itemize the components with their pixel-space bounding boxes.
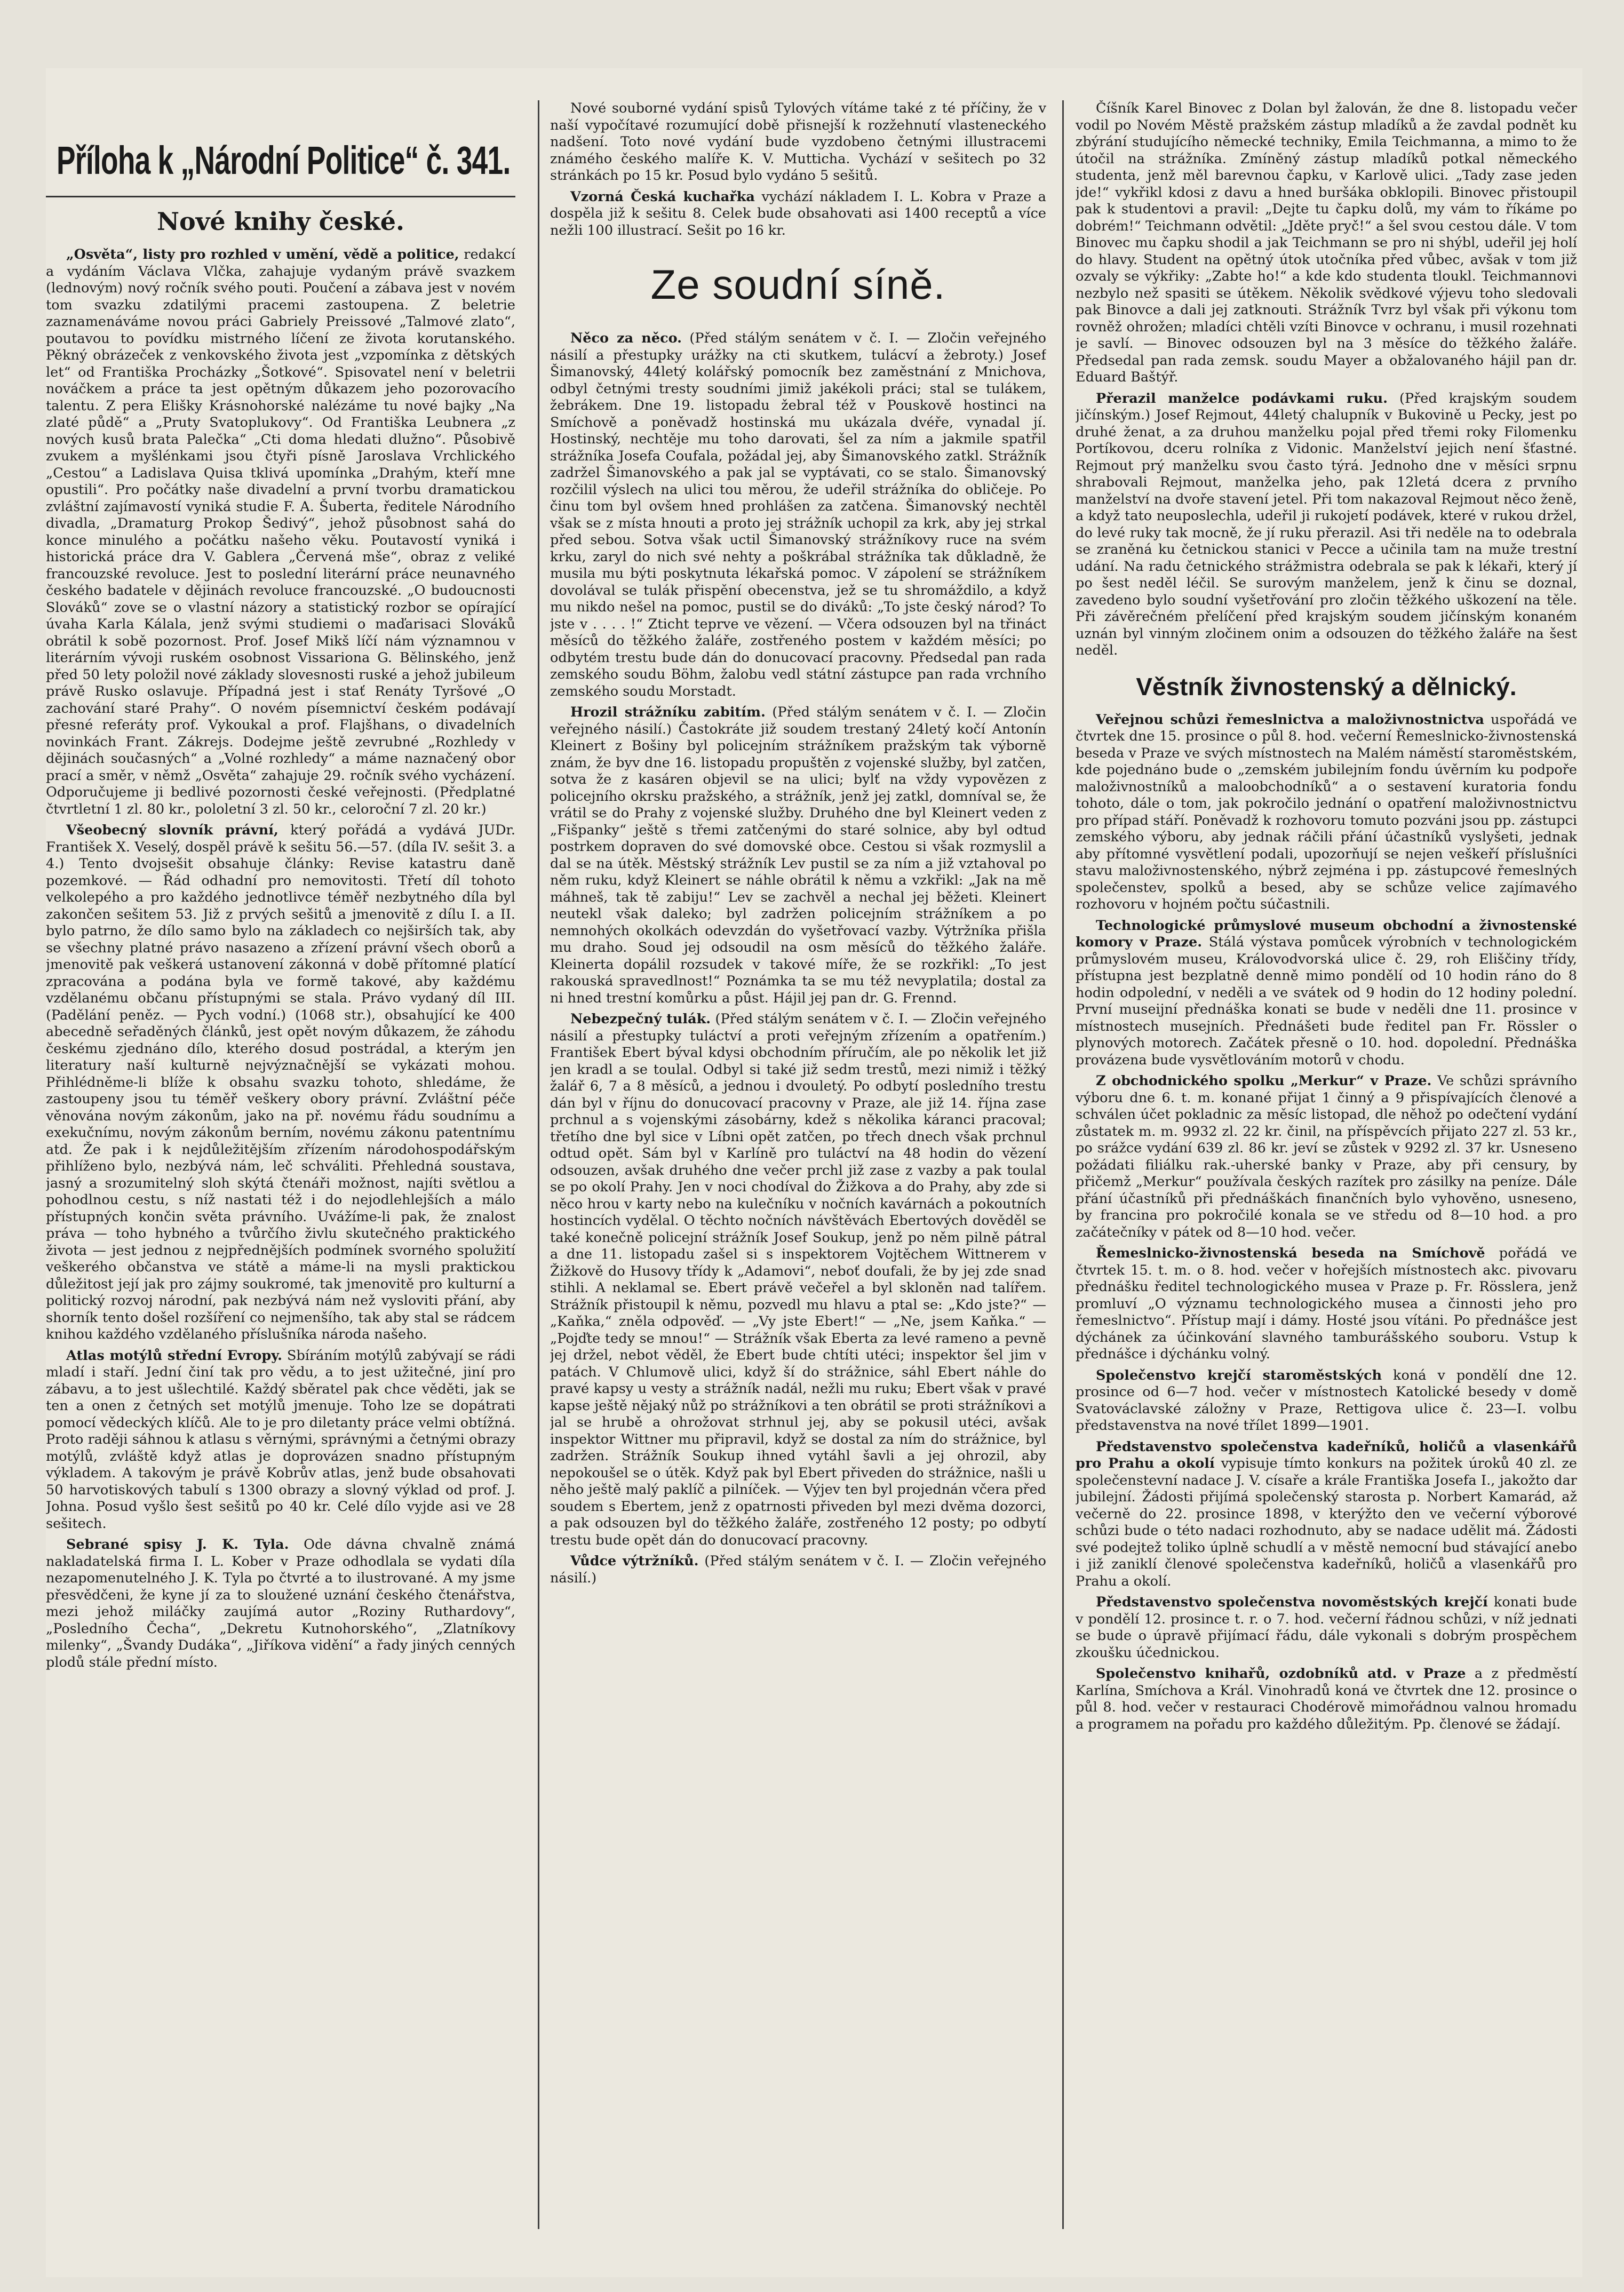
- article-body: [1076, 712, 1577, 1733]
- article-lead: Atlas motýlů střední Evropy.: [66, 1347, 282, 1364]
- article-paragraph: [1076, 1666, 1577, 1733]
- article-text: pořádá ve čtvrtek 15. t. m. o 8. hod. večer v hořejších místnostech akc. pivovaru přednášku ředitel technologického musea v Praze p. Fr. Rösslera, jenž promluví „O významu technologického musea a činnosti jeho pro řemeslnictvo“. Přístup mají i dámy. Hosté jsou vítáni. Po přednášce jest dýchánek za účinkování slavného tamburášského souboru. Vstup k přednášce i dýchánku volný.: [1076, 1245, 1577, 1362]
- article-lead: Veřejnou schůzi řemeslnictva a maloživnostnictva: [1096, 711, 1484, 728]
- article-text: který pořádá a vydává JUDr. František X. Veselý, dospěl právě k sešitu 56.—57. (díla IV. sešit 3. a 4.) Tento dvojsešit obsahuje články: Revise katastru daně pozemkové. — Řád odhadní pro nemovitosti. Třetí díl tohoto velkolepého a pro každého jednotlivce téměř nezbytného díla byl zakončen sešitem 53. Již z prvých sešitů a jmenovitě z dílu I. a II. bylo patrno, že dílo samo bylo na základech co nejširších tak, aby se všechny platné právo nasazeno a zřízení právní všech oborů a jmenovitě pak veškerá ustanovení zákonná v době přítomné platící zpracována a podána byla ve formě takové, aby každému vzdělanému občanu přístupnými se stala. Právo vydaný díl III. (Padělání peněz. — Pych vodní.) (1068 str.), obsahující ke 400 abecedně seřaděných článků, jest opět novým důkazem, že záhodu českému zjednáno dílo, kterého dosud postrádal, a kterým jen literatury naší kulturně nejvýznačnější se vykázati mohou. Přihlédněme-li blíže k obsahu svazku tohoto, shledáme, že zastoupeny jsou tu téměř veškery obory právní. Zvláštní péče věnována novým zákonům, jako na př. novému řádu soudnímu a exekučnímu, novým zákonům berním, novému zákonu patentnímu atd. Že pak i k nejdůležitějším zřízením národohospodářským přihlíženo bylo, nezbývá nám, leč schváliti. Přehledná soustava, jasný a srozumitelný sloh skýtá čtenáři možnost, najíti světlou a pohodlnou cestu, s níž nastati též i do nejodlehlejších a málo přístupných končin světa právního. Uvážíme-li pak, že znalost práva — toho hybného a tvůrčího živlu skutečného praktického života — jest jednou z nejpřednějších podmínek svorného spolužití veškerého občanstva ve státě a máme-li na mysli praktickou důležitost její jak pro zájmy soukromé, tak jmenovitě pro kulturní a politický rozvoj národní, pak nezbývá nám než vysloviti přání, aby shorník tento došel rozšíření co nejmenšího, tak aby stal se rádcem knihou každého vzdělaného příslušníka národa našeho.: [46, 822, 515, 1342]
- article-paragraph: [550, 189, 1046, 240]
- article-lead: Společenstvo krejčí staroměstských: [1096, 1367, 1382, 1383]
- article-lead: Technologické průmyslové museum obchodní a živnostenské komory v Praze.: [1076, 917, 1577, 950]
- article-text: a z předměstí Karlína, Smíchova a Král. Vinohradů koná ve čtvrtek dne 12. prosince o půl 8. hod. večer v restauraci Chodérově mimořádnou valnou hromadu a programem na pořadu pro každého důležitým. Pp. členové se žádají.: [1076, 1666, 1577, 1732]
- article-paragraph: [1076, 712, 1577, 913]
- column-1: [46, 100, 515, 2229]
- article-lead: Sebrané spisy J. K. Tyla.: [66, 1537, 289, 1553]
- article-lead: Z obchodnického spolku „Merkur“ v Praze.: [1096, 1073, 1432, 1089]
- article-lead: Hrozil strážníku zabitím.: [570, 704, 766, 720]
- article-paragraph: [550, 704, 1046, 1007]
- article-paragraph: [1076, 391, 1577, 659]
- article-paragraph: [1076, 1073, 1577, 1241]
- article-paragraph: [550, 1011, 1046, 1549]
- article-text: konati bude v pondělí 12. prosince t. r. o 7. hod. večerní řádnou schůzi, v níž jednati se bude o úpravě přijímací řádu, dále vykonali s dobrým prospěchem zkoušku účednickou.: [1076, 1594, 1577, 1661]
- article-lead: Něco za něco.: [570, 330, 682, 346]
- article-lead: Společenstvo knihařů, ozdobníků atd. v Praze: [1096, 1666, 1466, 1682]
- article-lead: Vůdce výtržníků.: [570, 1553, 699, 1569]
- article-text: redakcí a vydáním Václava Vlčka, zahajuje vydaným právě svazkem (lednovým) nový ročník svého pouti. Poučení a zábava jest v novém tom svazku zdatilými pracemi zastoupena. Z beletrie zaznamenáváme novou práci Gabriely Preissové „Talmové zlato“, poutavou to povídku mistrného líčení ze života korutanského. Pěkný obrázeček z venkovského života jest „vzpomínka z dětských let“ od Františka Procházky „Šotkové“. Spisovatel není v beletrii nováčkem a práce ta jest opětným důkazem jeho pozorovacího talentu. Z pera Elišky Krásnohorské nalézáme tu nové bajky „Na zlaté půdě“ a „Pruty Svatoplukovy“. Od Františka Leubnera „z nových kusů brata Palečka“ „Cti doma hledati dlužno“. Působivě zvukem a myšlénkami jsou čtyři písně Jaroslava Vrchlického „Cestou“ a Ladislava Quisa tklivá upomínka „Drahým, kteří mne opustili“. Pro počátky naše divadelní a první tvorbu dramatickou zvláštní zajímavostí vyniká studie F. A. Šuberta, ředitele Národního divadla, „Dramaturg Prokop Šedivý“, jehož působnost sahá do konce minulého a počátku našeho věku. Poutavostí vyniká i historická práce dra V. Gablera „Červená mše“, obraz z veliké francouzské revoluce. Jest to poslední literární práce neunavného českého badatele v dějinách revoluce francouzské. „O budoucnosti Slováků“ zove se o vlastní názory a statistický rozbor se opírající úvaha Karla Kálala, jenž svými studiemi o maďarisaci Slováků obrátil k sobě pozornost. Prof. Josef Mikš líčí nám významnou v literárním vývoji ruském osobnost Vissariona G. Bělinského, jenž před 50 lety položil nové základy slovesnosti ruské a jehož jubileum právě Rusko oslavuje. Případná jest i stať Renáty Tyršové „O zachování staré Prahy“. O novém písemnictví českém podávají přesné referáty prof. Vykoukal a prof. Flajšhans, o divadelních novinkách Frant. Zákrejs. Dodejme ještě zevrubné „Rozhledy v dějinách současných“ a „Volné rozhledy“ a máme naznačený obor prací a směr, v němž „Osvěta“ zahajuje 29. ročník svého vycházení. Odporučujeme ji bedlivé pozornosti české veřejnosti. (Předplatné čtvrtletní 1 zl. 80 kr., pololetní 3 zl. 50 kr., celoroční 7 zl. 20 kr.): [46, 246, 515, 817]
- article-text: (Před krajským soudem jičínským.) Josef Rejmout, 44letý chalupník v Bukovině u Pecky, jest po druhé ženat, a za druhou manželku pojal před třemi roky Filomenku Portíkovou, dceru rolníka z Vidonic. Manželství jejich není šťastné. Rejmout prý manželku svou často týrá. Jednoho dne v měsíci srpnu shrabovali Rejmout, manželka jeho, pak 12letá dcera z prvního manželství na dvoře stavení jetel. Při tom nakazoval Rejmout něco ženě, a když tato neuposlechla, udeřil ji rukojetí podávek, které v rukou držel, do levé ruky tak mocně, že jí ruku přerazil. Asi tři neděle na to odebrala se zraněná ku četnickou stanici v Pecce a učinila tam na muže trestní udání. Na radu četnického strážmistra odebrala se pak k lékaři, který jí po šest neděl léčil. Se surovým manželem, jenž k činu se doznal, zavedeno bylo soudní vyšetřování pro zločin těžkého uškození na těle. Při závěrečném přelíčení před krajským soudem jičínským konaném uznán byl vinným zločinem onim a odsouzen do těžkého žaláře na šest neděl.: [1076, 390, 1577, 658]
- section-title-trade: Věstník živnostenský a dělnický.: [1136, 672, 1517, 701]
- article-text: Ode dávna chvalně známá nakladatelská firma I. L. Kober v Praze odhodlala se vydati díla nezapomenutelného J. K. Tyla po čtvrté a to ilustrované. A my jsme přesvědčeni, že kyne jí za to sloužené uznání českého čtenářstva, mezi jehož miláčky zaujímá autor „Roziny Ruthardovy“, „Posledního Čecha“, „Dekretu Kutnohorského“, „Zlatníkovy milenky“, „Švandy Dudáka“, „Jiříkova vidění“ a řady jiných cenných plodů stále přední místo.: [46, 1537, 515, 1670]
- newspaper-page: [46, 68, 1582, 2277]
- column-2: [550, 100, 1046, 2229]
- article-paragraph: [1076, 1439, 1577, 1590]
- article-text: (Před stálým senátem v č. I. — Zločin veřejného násilí a přestupky urážky na cti skutkem, tulácví a žebroty.) Josef Šimanovský, 44letý kolářský pomocník bez zaměstnání z Mnichova, odbyl četnými tresty soudními jimiž jakékoli práci; stal se tulákem, žebrákem. Dne 19. listopadu žebral též v Pouskově hostinci na Smíchově a poněvadž hostinská mu ukázala dvéře, vynadal jí. Hostinský, nechtěje mu toho darovati, šel za ním a jakmile spatřil strážníka Josefa Coufala, požádal jej, aby Šimanovského zatkl. Strážník zadržel Šimanovského a pak jal se vyptávati, co se stalo. Šimanovský rozčilil výslech na ulici tou měrou, že udeřil strážníka do obličeje. Po činu tom byl ovšem hned prohlášen za zatčena. Šimanovský nechtěl však se z místa hnouti a proto jej strážník uchopil za krk, aby jej strkal před sebou. Sotva však uctil Šimanovský strážníkovy ruce na svém krku, zaryl do nich své nehty a poškrábal strážníka tak důkladně, že musila mu býti poskytnuta lékařská pomoc. V zápolení se strážníkem dovolával se tulák přispění obecenstva, jež se tu shromáždilo, a když mu nikdo nešel na pomoc, pustil se do diváků: „To jste český národ? To jste v . . . . !“ Zticht teprve ve vězení. — Včera odsouzen byl na třináct měsíců do těžkého žaláře, zostřeného postem v každém měsíci; po odbytém trestu bude dán do donucovací pracovny. Předsedal pan rada zemského soudu Böhm, žalobu vedl státní zástupce pan rada vrchního zemského soudu Morstadt.: [550, 330, 1046, 699]
- article-lead: Vzorná Česká kuchařka: [570, 188, 755, 205]
- article-lead: Řemeslnicko-živnostenská beseda na Smíchově: [1096, 1245, 1485, 1261]
- article-paragraph: [46, 246, 515, 818]
- article-lead: Přerazil manželce podávkami ruku.: [1096, 390, 1388, 407]
- section-title-books: Nové knihy české.: [156, 207, 405, 236]
- article-paragraph: [46, 1348, 515, 1533]
- article-text: Ve schůzi správního výboru dne 6. t. m. konané přijat 1 činný a 9 přispívajících členové a schválen účet pokladnic za měsíc listopad, dle něhož po odečtení vydání zůstatek m. m. 9932 zl. 22 kr. činil, na příspěvcích přijato 227 zl. 53 kr., po srážce vydání 639 zl. 86 kr. jeví se zůstek v 9292 zl. 37 kr. Usneseno požádati filiálku rak.-uherské banky v Praze, aby při censury, by přičemž „Merkur“ používala českých razítek pro zásilky na peníze. Dále přání účastníků při přednáškách finančních bylo vyhověno, usneseno, by francina pro pokročilé konala se ve středu od 8—10 hod. a pro začátečníky v pátek od 8—10 hod. večer.: [1076, 1073, 1577, 1240]
- article-text: Stálá výstava pomůcek výrobních v technologickém průmyslovém museu, Královodvorská ulice č. 29, roh Eliščiny třídy, přístupna jest bezplatně denně mimo pondělí od 10 hodin ráno do 8 hodin odpolední, v neděli a ve svátek od 9 hodin do 12 hodiny polední. První museijní přednáška konati se bude v neděli dne 11. prosince v místnostech musejních. Přednášeti bude ředitel pan Fr. Rössler o plynových motorech. Začátek přesně o 10. hod. dopolední. Přednáška provázena bude vysvětlováním motorů v chodu.: [1076, 934, 1577, 1068]
- article-paragraph: [1076, 918, 1577, 1069]
- section-title-court: Ze soudní síně.: [650, 261, 946, 308]
- article-body: [46, 246, 515, 1671]
- article-paragraph: [46, 822, 515, 1343]
- masthead: Příloha k „Národní Politice“ č. 341.: [57, 138, 511, 182]
- article-paragraph: [550, 100, 1046, 185]
- article-body: [550, 100, 1046, 239]
- article-paragraph: [1076, 1367, 1577, 1435]
- article-lead: Představenstvo společenstva kadeřníků, holičů a vlasenkářů pro Prahu a okolí: [1076, 1438, 1577, 1471]
- column-rule: [1062, 100, 1064, 2229]
- article-lead: Představenstvo společenstva novoměstských krejčí: [1096, 1594, 1488, 1610]
- article-paragraph: [550, 330, 1046, 700]
- article-paragraph: [1076, 100, 1577, 386]
- column-rule: [538, 100, 539, 2229]
- article-text: (Před stálým senátem v č. I. — Zločin veřejného násilí.) Častokráte již soudem trestaný 24letý kočí Antonín Kleinert z Bošiny byl policejním strážníkem pražským tak výborně znám, že byv dne 16. listopadu propuštěn z vojenské služby, byl zatčen, sotva že z kasáren objevil se na ulici; bylť na vždy vypovězen z policejního okrsku pražského, a strážník, jenž jej zatkl, domníval se, že vrátil se do Prahy z vojenské služby. Druhého dne byl Kleinert veden z „Fišpanky“ ještě s třemi zatčenými do staré solnice, aby byl odtud postrkem dopraven do své domovské obce. Cestou si však rozmyslil a dal se na útěk. Městský strážník Lev pustil se za ním a již vztahoval po něm ruku, když Kleinert se náhle obrátil k němu a vzkřikl: „Jak na mě máhneš, tak tě zabiju!“ Lev se zachvěl a nechal jej běžeti. Kleinert neutekl však daleko; byl zadržen policejním strážníkem a po nemnohých okolkách odevzdán do vyšetřovací vazby. Výtržníka přišla mu draho. Soud jej odsoudil na osm měsíců do těžkého žaláře. Kleinerta dopálil rozsudek v takové míře, že se rozkřikl: „To jest rakouská spravedlnost!“ Poznámka ta se mu též nevyplatila; dostal za ni hned trestní komůrku a půst. Hájil jej pan dr. G. Frennd.: [550, 704, 1046, 1006]
- article-text: koná v pondělí dne 12. prosince od 6—7 hod. večer v místnostech Katolické besedy v domě Svatováclavské záložny v Praze, Rettigova ulice č. 23—I. volbu představenstva na nové třílet 1899—1901.: [1076, 1367, 1577, 1434]
- article-text: Nové souborné vydání spisů Tylových vítáme také z té příčiny, že v naší vypočítavé rozumující době přisnejší k rozžehnutí vlasteneckého nadšení. Toto nové vydání bude vyzdobeno četnými illustracemi známého českého malíře K. V. Muttichа. Vychází v sešitech po 32 stránkách po 15 kr. Posud bylo vydáno 5 sešitů.: [550, 100, 1046, 184]
- article-text: vypisuje tímto konkurs na požitek úroků 40 zl. ze společenstevní nadace J. V. císaře a krále Františka Josefa I., jakožto dar jubilejní. Žádosti přijímá společenský starosta p. Norbert Kamarád, až večerně do 22. prosince 1898, v kterýžto den ve večerní výborové schůzi bude o této nadaci rozhodnuto, aby se nadace udělit má. Žádosti své podejtež toliko úplně schudlí a v městě nemocní bud stávající anebo i již zaniklí členové společenstva kadeřníků, holičů a vlasenkářů pro Prahu a okolí.: [1076, 1455, 1577, 1589]
- article-text: uspořádá ve čtvrtek dne 15. prosince o půl 8. hod. večerní Řemeslnicko-živnostenská beseda v Praze ve svých místnostech na Malém náměstí staroměstském, kde pojednáno bude o „zemském jubilejním fondu úvěrním ku podpoře maloživnostníků a maloobchodníků“ a o sestavení kuratoria fondu tohoto, dále o tom, jak pokročilo jednání o opatření maloživnostnictvu pro případ stáří. Poněvadž k rozhovoru tomuto pozváni jsou pp. zástupci zemského výboru, aby jednak ráčili přání účastníků vyslyšeti, jednak aby přítomné vysvětlení podali, upozorňují se nejen veškeří příslušníci stavu maloživnostenského, nýbrž zejména i pp. zástupcové řemeslných společenstev, spolků a besed, aby se schůze velice zajímavého rozhovoru v hojném počtu súčastnili.: [1076, 711, 1577, 912]
- article-body: [550, 330, 1046, 1587]
- article-lead: „Osvěta“, listy pro rozhled v umění, vědě a politice,: [66, 246, 459, 262]
- article-body: [1076, 100, 1577, 659]
- article-paragraph: [1076, 1245, 1577, 1363]
- article-text: (Před stálým senátem v č. I. — Zločin veřejného násilí a přestupky tuláctví a proti veřejným zřízením a opatřením.) František Ebert býval kdysi obchodním příručím, ale po několik let již jen kradl a se toulal. Odbyl si také již sedm trestů, mezi nimiž i těžký žalář 6, 7 a 8 měsíců, a jednou i dvouletý. Po odbytí posledního trestu dán byl v říjnu do donucovací pracovny v Praze, ale již 14. října zase prchnul a s vojenskými zásobárny, kdež s několika káranci pracoval; třetího dne byl sice v Líbni opět zatčen, po třech dnech však prchnul odtud opět. Sám byl v Karlíně pro tuláctví na 48 hodin do vězení odsouzen, avšak druhého dne večer prchl již zase z vazby a pak toulal se po okolí Prahy. Jen v noci chodíval do Žižkova a do Prahy, aby zde si něco hrou v karty nebo na kulečníku v nočních kavárnách a pokoutních hostincích vydělal. O těchto nočních návštěvách Ebertových dověděl se také konečně policejní strážník Josef Soukup, jenž po něm pilně pátral a dne 11. listopadu zašel si s inspektorem Vojtěchem Wittnerem v Žižkově do Husovy třídy k „Adamovi“, neboť doufali, že by jej zde snad stihli. A neklamal se. Ebert právě večeřel a byl skloněn nad talířem. Strážník přistoupil k němu, pozvedl mu hlavu a ptal se: „Kdo jste?“ — „Kaňka,“ zněla odpověď. — „Vy jste Ebert!“ — „Ne, jsem Kaňka.“ — „Pojďte tedy se mnou!“ — Strážník však Eberta za levé rameno a pevně jej držel, nebot věděl, že Ebert bude chtíti utéci; inspektor šel jim v patách. V Chlumově ulici, když ší do strážnice, sáhl Ebert náhle do pravé kapsy u vesty a strážník nadál, nežli mu ruku; Ebert však v pravé kapse ještě nějaký nůž po strážníkovi a ten obrátil se proti strážníkovi a jal se hrubě a ohrožovat strhnul jej, aby se pokusil utéci, avšak inspektor Wittner mu připravil, když se dostal za ním do strážnice, byl zadržen. Strážník Soukup ihned vytáhl šavli a jej ohrozil, aby nepokoušel se o útěk. Když pak byl Ebert přiveden do strážnice, našli u něho ještě malý paklíč a pilníček. — Výjev ten byl projednán včera před soudem s Ebertem, jenž z opatrnosti přiveden byl mezi dvěma dozorci, a pak odsouzen byl do těžkého žaláře, zostřeného 12 posty; po odbytí trestu bude opět dán do donucovací pracovny.: [550, 1011, 1046, 1548]
- article-paragraph: [1076, 1594, 1577, 1661]
- article-paragraph: [550, 1553, 1046, 1587]
- article-paragraph: [46, 1537, 515, 1671]
- article-text: vychází nákladem I. L. Kobra v Praze a dospěla již k sešitu 8. Celek bude obsahovati asi 1400 receptů a více nežli 100 illustrací. Sešit po 16 kr.: [550, 188, 1046, 238]
- article-lead: Všeobecný slovník právní,: [66, 822, 278, 838]
- article-text: (Před stálým senátem v č. I. — Zločin veřejného násilí.): [550, 1553, 1046, 1586]
- column-3: [1076, 100, 1577, 2229]
- article-text: Sbíráním motýlů zabývají se rádi mladí i staří. Jední činí tak pro vědu, a to jest užitečné, jiní pro zábavu, a to jest ušlechtilé. Každý sběratel pak chce věděti, jak se ten a onen z četných set motýlů jmenuje. Toho lze se dopátrati pomocí vědeckých klíčů. Ale to je pro diletanty práce velmi obtížná. Proto raději sáhnou k atlasu s věrnými, správnými a četnými obrazy motýlů, zvláště když atlas je doprovázen snadno přístupným výkladem. A takovým je právě Kobrův atlas, jenž bude obsahovati 50 harvotiskových tabulí s 1300 obrazy a slovný výklad od prof. J. Johna. Posud vyšlo šest sešitů po 40 kr. Celé dílo vyjde asi ve 28 sešitech.: [46, 1347, 515, 1532]
- article-lead: Nebezpečný tulák.: [570, 1011, 711, 1027]
- divider: [46, 196, 515, 197]
- article-text: Číšník Karel Binovec z Dolan byl žalován, že dne 8. listopadu večer vodil po Novém Městě pražském zástup mladíků a že zavdal podnět ku zbýrání studujícího německé techniky, Emila Teichmanna, a mimo to že útočil na strážníka. Zmíněný zástup mladíků potkal německého studenta, jenž měl barevnou čapku, v Karlově ulici. „Tady zase jeden jde!“ vykřikl kdosi z davu a hned buršáka obklopili. Binovec přistoupil pak k studentovi a pravil: „Dejte tu čapku dolů, my vám to říkáme po dobrém!“ Teichmann odvětil: „Jděte pryč!“ a šel svou cestou dále. V tom Binovec mu čapku shodil a jak Teichmann se pro ni shýbl, udeřil jej holí do hlavy. Student na opětný útok utočníka před vůbec, avšak v tom již ozvaly se výkřiky: „Zabte ho!“ a kde kdo studenta tloukl. Teichmannovi nezbylo než spasiti se útěkem. Několik svědkové výjevu toho sledovali pak Binovce a dali jej zatknouti. Strážník Tvrz byl však při výkonu tom rovněž ohrožen; mladíci chtěli vzíti Binovce v ochranu, i musil rozehnati je savlí. — Binovec odsouzen byl na 3 měsíce do těžkého žaláře. Předsedal pan rada zemsk. soudu Mayer a obžalovaného hájil pan dr. Eduard Baštýř.: [1076, 100, 1577, 385]
